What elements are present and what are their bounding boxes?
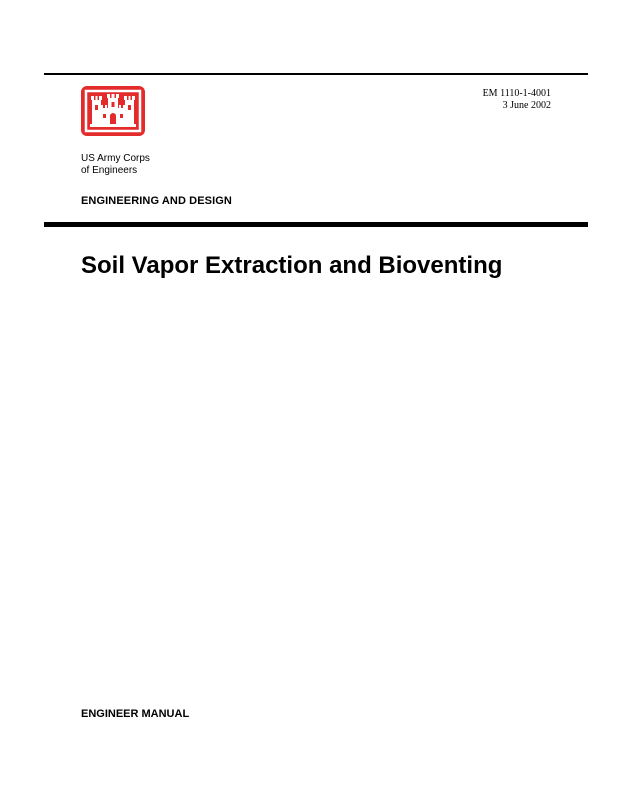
top-rule	[44, 73, 588, 75]
section-heading: ENGINEERING AND DESIGN	[81, 195, 232, 207]
document-number: EM 1110-1-4001	[482, 88, 551, 99]
title-divider	[44, 222, 588, 227]
document-identifier	[483, 88, 551, 112]
organization-line-2: of Engineers	[81, 165, 138, 176]
organization-name	[81, 153, 150, 177]
usace-castle-logo	[81, 86, 145, 136]
castle-icon	[81, 86, 145, 136]
document-date: 3 June 2002	[502, 100, 551, 111]
manual-type-label: ENGINEER MANUAL	[81, 708, 190, 720]
document-title: Soil Vapor Extraction and Bioventing	[81, 252, 503, 279]
organization-line-1: US Army Corps	[81, 153, 150, 164]
